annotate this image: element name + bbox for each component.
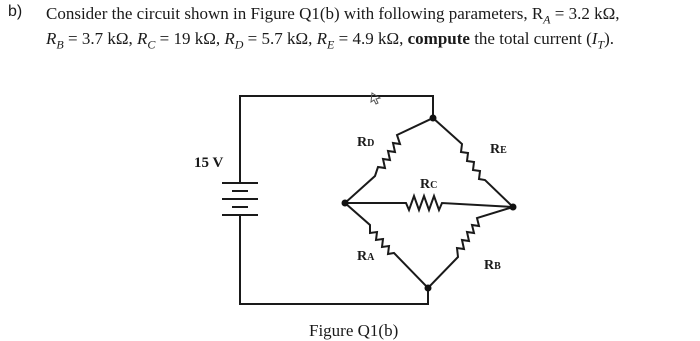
label-rb: RB xyxy=(484,258,501,273)
resistor-re xyxy=(433,118,513,207)
rd-param: $R_D = 5.7$ kΩ, xyxy=(224,29,317,52)
battery-symbol xyxy=(222,183,258,215)
node-top xyxy=(430,115,437,122)
question-line-2: $R_B = 3.7$ kΩ, $R_C = 19$ kΩ, $R_D = 5.7$ kΩ, $R_E = 4.9$ kΩ, compute the total current $(I_T)$. xyxy=(46,29,615,52)
resistor-ra xyxy=(345,203,428,288)
rc-param: $R_C = 19$ kΩ, xyxy=(136,29,225,52)
node-right xyxy=(510,204,517,211)
ra-value: = 3.2 kΩ, xyxy=(550,4,620,23)
label-re: RE xyxy=(490,142,507,157)
question-label: b) xyxy=(8,3,23,20)
label-ra: RA xyxy=(357,249,375,264)
compute-keyword: compute xyxy=(407,29,470,48)
ra-subscript: A xyxy=(543,12,551,27)
total-current-symbol: I xyxy=(591,29,598,48)
node-bottom xyxy=(425,285,432,292)
figure-caption: Figure Q1(b) xyxy=(309,321,399,340)
resistor-rc xyxy=(345,196,513,210)
re-param: $R_E = 4.9$ kΩ, xyxy=(316,29,408,52)
source-label: 15 V xyxy=(194,155,224,171)
wire-top xyxy=(240,96,433,118)
question-text: Consider the circuit shown in Figure Q1(b) with following parameters, R xyxy=(46,4,544,23)
rb-param: $R_B = 3.7$ kΩ, xyxy=(46,29,137,52)
label-rd: RD xyxy=(357,135,375,150)
resistor-rb xyxy=(428,207,513,288)
node-left xyxy=(342,200,349,207)
cursor-mark-icon xyxy=(371,93,380,104)
label-rc: RC xyxy=(420,177,438,192)
